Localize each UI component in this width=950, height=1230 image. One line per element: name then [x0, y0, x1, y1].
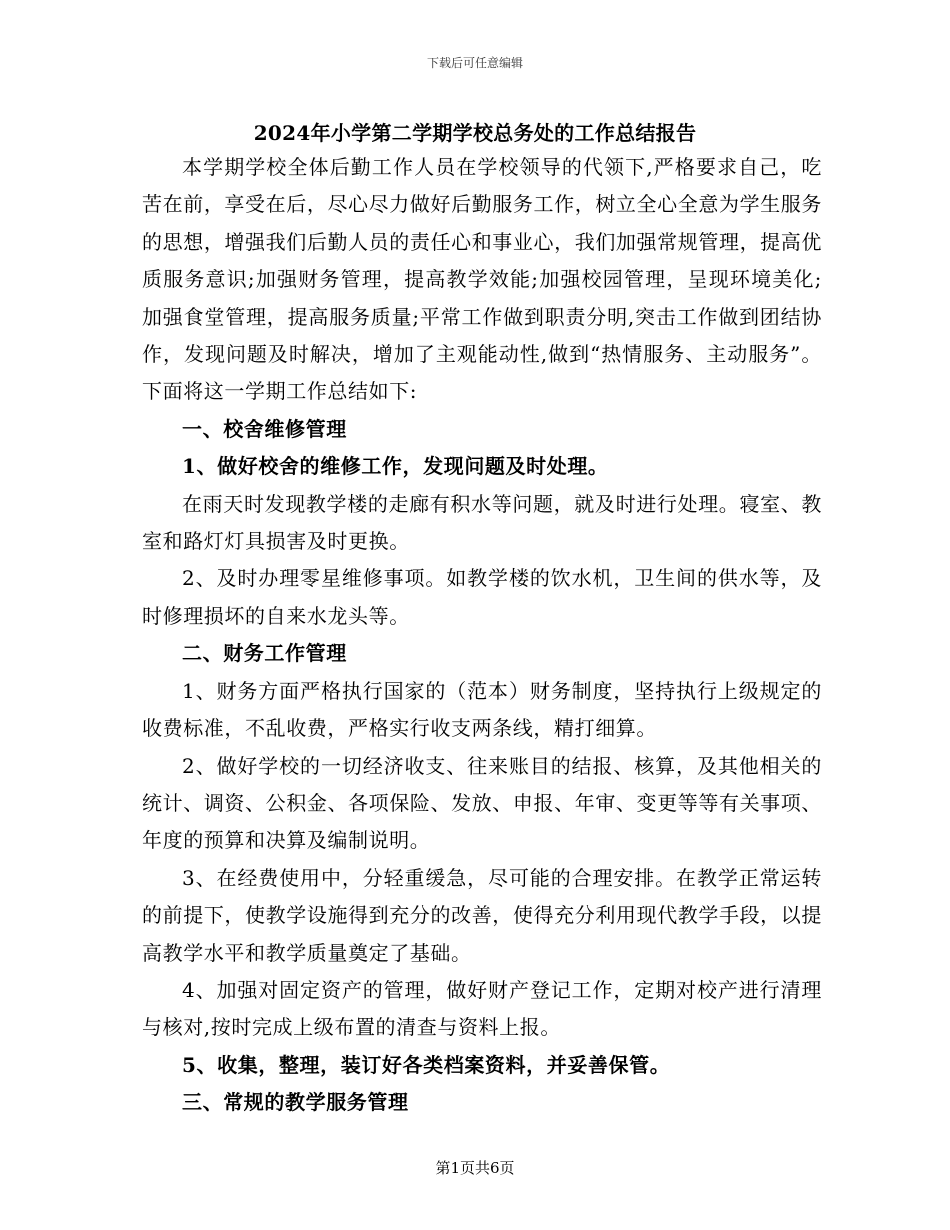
paragraph-2-5: 5、收集，整理，装订好各类档案资料，并妥善保管。 — [182, 1052, 671, 1077]
paragraph-2-4: 4、加强对固定资产的管理，做好财产登记工作，定期对校产进行清理与核对,按时完成上级布置的清查与资料上报。 — [142, 977, 822, 1040]
section-heading-3: 三、常规的教学服务管理 — [182, 1090, 409, 1115]
intro-paragraph: 本学期学校全体后勤工作人员在学校领导的代领下,严格要求自己，吃苦在前，享受在后，尽心尽力做好后勤服务工作，树立全心全意为学生服务的思想，增强我们后勤人员的责任心和事业心，我们加强常规管理，提高优质服务意识;加强财务管理，提高教学效能;加强校园管理，呈现环境美化;加强食堂管理，提高服务质量;平常工作做到职责分明,突击工作做到团结协作，发现问题及时解决，增加了主观能动性,做到“热情服务、主动服务”。下面将这一学期工作总结如下: — [142, 155, 822, 404]
document-title: 2024年小学第二学期学校总务处的工作总结报告 — [253, 121, 697, 145]
page-footer: 第1页共6页 — [435, 1159, 515, 1177]
paragraph-2-2: 2、做好学校的一切经济收支、往来账目的结报、核算，及其他相关的统计、调资、公积金、各项保险、发放、申报、年审、变更等等有关事项、年度的预算和决算及编制说明。 — [142, 753, 822, 853]
paragraph-1-2: 2、及时办理零星维修事项。如教学楼的饮水机，卫生间的供水等，及时修理损坏的自来水龙头等。 — [142, 566, 822, 628]
header-note: 下载后可任意编辑 — [426, 56, 523, 70]
subsection-heading-1-1: 1、做好校舍的维修工作，发现问题及时处理。 — [182, 454, 609, 479]
paragraph-2-3: 3、在经费使用中，分轻重缓急，尽可能的合理安排。在教学正常运转的前提下，使教学设施得到充分的改善，使得充分利用现代教学手段，以提高教学水平和教学质量奠定了基础。 — [142, 865, 822, 965]
paragraph-1-1-detail: 在雨天时发现教学楼的走廊有积水等问题，就及时进行处理。寝室、教室和路灯灯具损害及时更换。 — [142, 491, 822, 554]
section-heading-2: 二、财务工作管理 — [182, 641, 347, 666]
paragraph-2-1: 1、财务方面严格执行国家的（范本）财务制度，坚持执行上级规定的收费标准，不乱收费，严格实行收支两条线，精打细算。 — [142, 678, 822, 741]
section-heading-1: 一、校舍维修管理 — [182, 416, 347, 441]
document-body — [142, 149, 822, 1122]
